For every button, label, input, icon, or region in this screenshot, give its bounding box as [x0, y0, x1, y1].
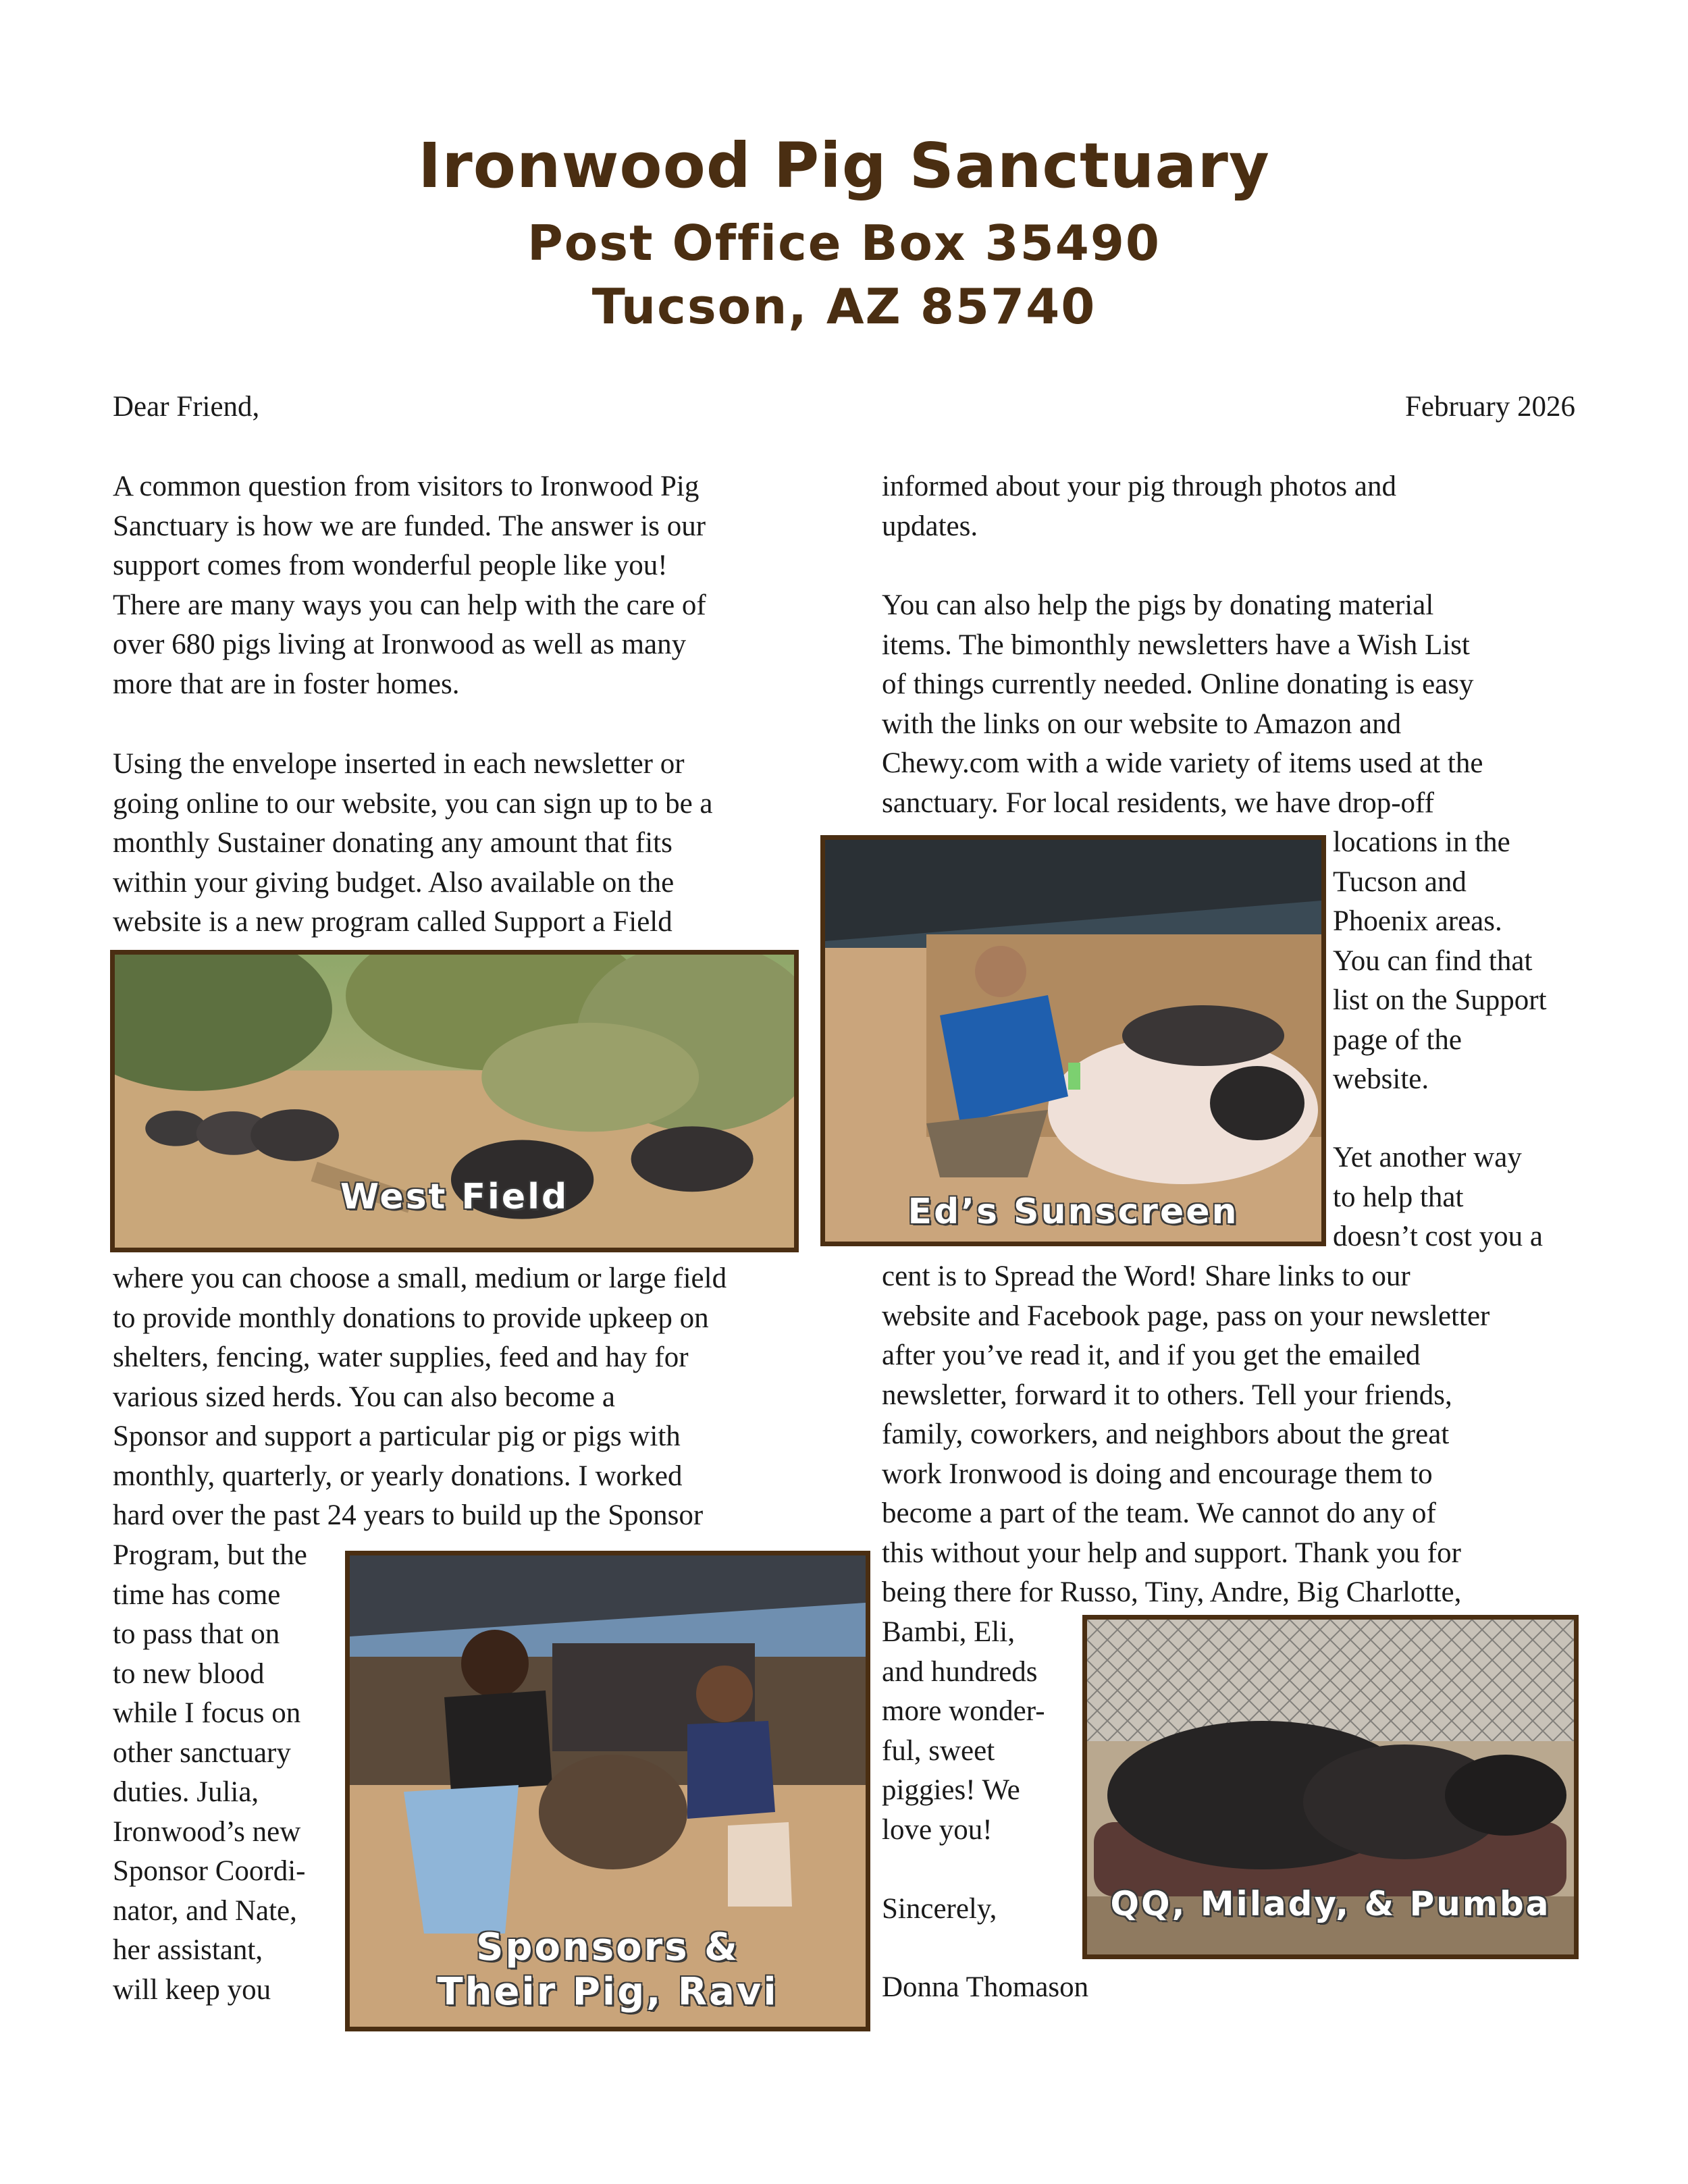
left-paragraph-3: [113, 1259, 727, 1536]
right-paragraph-6: [882, 1613, 1045, 1850]
text-line: other sanctuary: [113, 1736, 291, 1769]
text-line: support comes from wonderful people like you!: [113, 550, 668, 581]
right-paragraph-3: [1333, 823, 1547, 1100]
text-line: informed about your pig through photos and: [882, 471, 1396, 502]
text-line: monthly Sustainer donating any amount that fits: [113, 827, 672, 859]
text-line: list on the Support: [1333, 984, 1547, 1016]
text-line: to new blood: [113, 1657, 265, 1690]
right-paragraph-5: [882, 1257, 1489, 1613]
text-line: cent is to Spread the Word! Share links to our: [882, 1260, 1410, 1292]
text-line: There are many ways you can help with the care of: [113, 589, 706, 621]
text-line: Phoenix areas.: [1333, 905, 1502, 937]
text-line: website is a new program called Support a Field: [113, 906, 672, 938]
text-line: ful, sweet: [882, 1734, 995, 1767]
text-line: going online to our website, you can sign up to be a: [113, 787, 713, 820]
left-paragraph-1: [113, 467, 706, 704]
text-line: Using the envelope inserted in each newsletter or: [113, 748, 685, 780]
caption-sponsors-line-2: Their Pig, Ravi: [437, 1970, 779, 2014]
text-line: will keep you: [113, 1973, 271, 2006]
text-line: time has come: [113, 1578, 281, 1611]
text-line: page of the: [1333, 1023, 1462, 1056]
text-line: Yet another way: [1333, 1142, 1522, 1173]
text-line: newsletter, forward it to others. Tell your friends,: [882, 1379, 1452, 1411]
text-line: more that are in foster homes.: [113, 668, 460, 700]
text-line: while I focus on: [113, 1697, 301, 1729]
text-line: and hundreds: [882, 1655, 1038, 1688]
text-line: duties. Julia,: [113, 1776, 259, 1808]
text-line: to pass that on: [113, 1618, 280, 1650]
text-line: of things currently needed. Online donating is easy: [882, 668, 1474, 700]
text-line: nator, and Nate,: [113, 1894, 297, 1927]
text-line: A common question from visitors to Ironwood Pig: [113, 471, 700, 502]
text-line: Program, but the: [113, 1539, 307, 1571]
text-line: Bambi, Eli,: [882, 1616, 1016, 1648]
text-line: with the links on our website to Amazon and: [882, 708, 1402, 740]
address-line-1: Post Office Box 35490: [527, 215, 1161, 271]
text-line: after you’ve read it, and if you get the emailed: [882, 1339, 1421, 1371]
text-line: website and Facebook page, pass on your newsletter: [882, 1300, 1490, 1332]
text-line: You can also help the pigs by donating material: [882, 589, 1434, 621]
text-line: items. The bimonthly newsletters have a Wish List: [882, 629, 1470, 661]
photo-qq-milady-pumba: [1082, 1615, 1579, 1959]
text-line: over 680 pigs living at Ironwood as well as many: [113, 629, 687, 660]
caption-eds-sunscreen: Ed’s Sunscreen: [907, 1192, 1239, 1232]
text-line: locations in the: [1333, 826, 1510, 858]
text-line: doesn’t cost you a: [1333, 1221, 1543, 1252]
letter-date: February 2026: [1405, 391, 1575, 423]
photo-eds-sunscreen: [820, 835, 1326, 1246]
address-line-2: Tucson, AZ 85740: [591, 278, 1097, 335]
text-line: being there for Russo, Tiny, Andre, Big Charlotte,: [882, 1576, 1462, 1608]
signature: Donna Thomason: [882, 1971, 1089, 2003]
left-paragraph-4: [113, 1536, 307, 2010]
photo-west-field: [110, 950, 799, 1252]
caption-sponsors-line-1: Sponsors &: [476, 1925, 739, 1969]
text-line: monthly, quarterly, or yearly donations. I worked: [113, 1460, 683, 1492]
text-line: Ironwood’s new: [113, 1815, 301, 1848]
right-paragraph-4: [1333, 1138, 1543, 1257]
text-line: to help that: [1333, 1181, 1464, 1213]
text-line: sanctuary. For local residents, we have drop-off: [882, 787, 1434, 819]
text-line: shelters, fencing, water supplies, feed and hay for: [113, 1341, 689, 1373]
text-line: to provide monthly donations to provide upkeep on: [113, 1302, 709, 1334]
text-line: love you!: [882, 1813, 993, 1846]
text-line: Sponsor and support a particular pig or pigs with: [113, 1420, 681, 1452]
text-line: hard over the past 24 years to build up the Sponsor: [113, 1499, 704, 1531]
right-paragraph-1: [882, 467, 1396, 546]
text-line: various sized herds. You can also become a: [113, 1381, 615, 1413]
text-line: Tucson and: [1333, 865, 1467, 898]
text-line: work Ironwood is doing and encourage them to: [882, 1458, 1433, 1490]
text-line: her assistant,: [113, 1934, 263, 1966]
text-line: Sponsor Coordi-: [113, 1855, 306, 1887]
right-paragraph-2: [882, 586, 1483, 823]
text-line: more wonder-: [882, 1695, 1045, 1727]
org-name: Ironwood Pig Sanctuary: [418, 130, 1270, 202]
salutation: Dear Friend,: [113, 391, 260, 423]
text-line: where you can choose a small, medium or large field: [113, 1262, 727, 1294]
text-line: Chewy.com with a wide variety of items used at the: [882, 747, 1483, 779]
closing: Sincerely,: [882, 1893, 997, 1925]
text-line: website.: [1333, 1063, 1429, 1095]
text-line: You can find that: [1333, 944, 1533, 977]
eds-sunscreen-image: [825, 840, 1321, 1242]
text-line: Sanctuary is how we are funded. The answer is our: [113, 510, 706, 542]
text-line: family, coworkers, and neighbors about the great: [882, 1418, 1450, 1450]
text-line: within your giving budget. Also available on the: [113, 866, 675, 899]
text-line: piggies! We: [882, 1774, 1020, 1806]
text-line: updates.: [882, 510, 978, 542]
left-paragraph-2: [113, 745, 713, 942]
caption-west-field: West Field: [340, 1177, 569, 1217]
text-line: become a part of the team. We cannot do any of: [882, 1497, 1436, 1529]
text-line: this without your help and support. Thank you for: [882, 1537, 1461, 1569]
photo-sponsors-ravi: [345, 1551, 870, 2031]
caption-qq-milady-pumba: QQ, Milady, & Pumba: [1110, 1884, 1551, 1923]
